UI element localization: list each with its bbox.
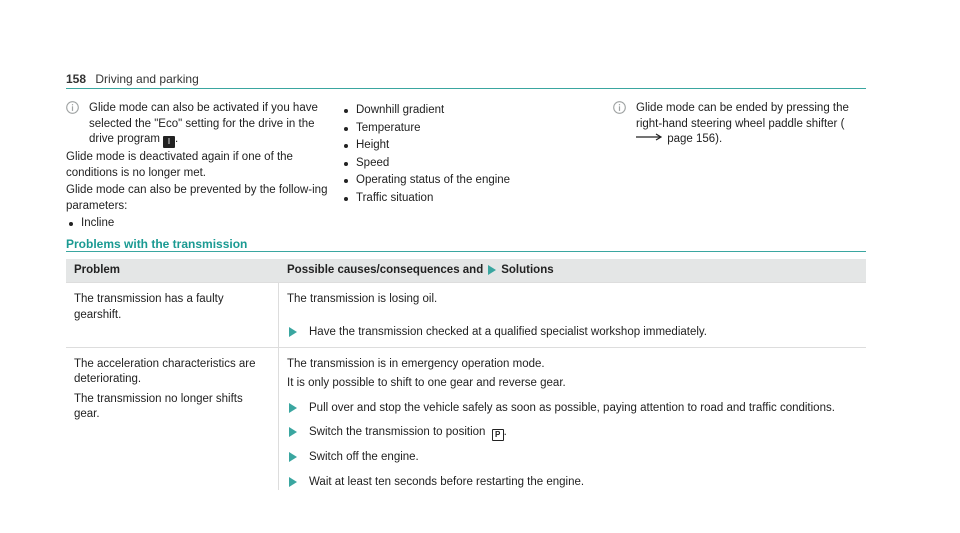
- play-arrow-icon: [488, 265, 496, 275]
- table-row: [66, 347, 866, 491]
- info-note-glide-end: [613, 101, 863, 148]
- header-divider: [66, 88, 866, 89]
- play-arrow-icon: [289, 452, 297, 462]
- solution-step: Have the transmission checked at a qualified specialist workshop immediately.: [287, 325, 858, 341]
- section-divider: [66, 251, 866, 252]
- note-text: Glide mode can be ended by pressing the right-hand steering wheel paddle shifter (: [636, 102, 849, 130]
- solution-step: Wait at least ten seconds before restarting the engine.: [287, 475, 858, 491]
- cause-cell: The transmission is losing oil.: [287, 293, 438, 305]
- table-header: [66, 259, 866, 282]
- list-item: Downhill gradient: [341, 103, 581, 119]
- drive-program-icon: I: [163, 136, 175, 148]
- paragraph: Glide mode can also be prevented by the follow-ing parameters:: [66, 184, 328, 212]
- problem-cell: The transmission has a faulty gearshift.: [66, 283, 279, 325]
- header-problem: Problem: [74, 263, 121, 276]
- section-name: Driving and parking: [95, 72, 199, 86]
- column-3: [613, 101, 863, 148]
- section-title: Problems with the transmission: [66, 237, 248, 251]
- list-item: Temperature: [341, 121, 581, 137]
- problems-table: [66, 259, 866, 490]
- paragraph: Glide mode is deactivated again if one of the conditions is no longer met.: [66, 151, 293, 179]
- play-arrow-icon: [289, 477, 297, 487]
- column-2: [341, 101, 581, 208]
- info-icon: [66, 101, 79, 114]
- page-number: 158: [66, 72, 87, 86]
- list-item: Speed: [341, 156, 581, 172]
- play-arrow-icon: [289, 327, 297, 337]
- play-arrow-icon: [289, 403, 297, 413]
- note-text: Glide mode can also be activated if you have selected the "Eco" setting for the drive in the drive program: [89, 102, 318, 146]
- solution-step: Switch the transmission to position P .: [287, 425, 858, 441]
- page-reference-link[interactable]: page 156).: [667, 133, 723, 146]
- list-item: Height: [341, 138, 581, 154]
- info-note-eco: Glide mode can also be activated if you have selected the "Eco" setting for the drive in the drive program I .: [66, 101, 328, 148]
- header-causes: Possible causes/consequences and Solutions: [287, 263, 554, 276]
- play-arrow-icon: [289, 427, 297, 437]
- page-reference-arrow-icon: [636, 133, 664, 141]
- info-icon: [613, 101, 626, 114]
- cause-cell: The transmission is in emergency operation mode. It is only possible to shift to one gear and reverse gear. Pull over and stop the vehicle safely as soon as possible, paying attention to road and traffic conditions. Switch the transmission to position P . Switch off the engine. Wait at least ten seconds before restarting the engine.: [279, 348, 866, 491]
- list-item: Traffic situation: [341, 191, 581, 207]
- list-item: Incline: [66, 216, 328, 232]
- park-position-icon: P: [492, 429, 504, 441]
- list-item: Operating status of the engine: [341, 173, 581, 189]
- table-row: [66, 325, 866, 347]
- page-header: [66, 71, 199, 87]
- column-1: [66, 101, 328, 234]
- problem-cell: The acceleration characteristics are deteriorating. The transmission no longer shifts gear.: [66, 348, 279, 491]
- solution-step: Pull over and stop the vehicle safely as soon as possible, paying attention to road and traffic conditions.: [287, 401, 858, 417]
- solution-step: Switch off the engine.: [287, 450, 858, 466]
- table-row: [66, 282, 866, 325]
